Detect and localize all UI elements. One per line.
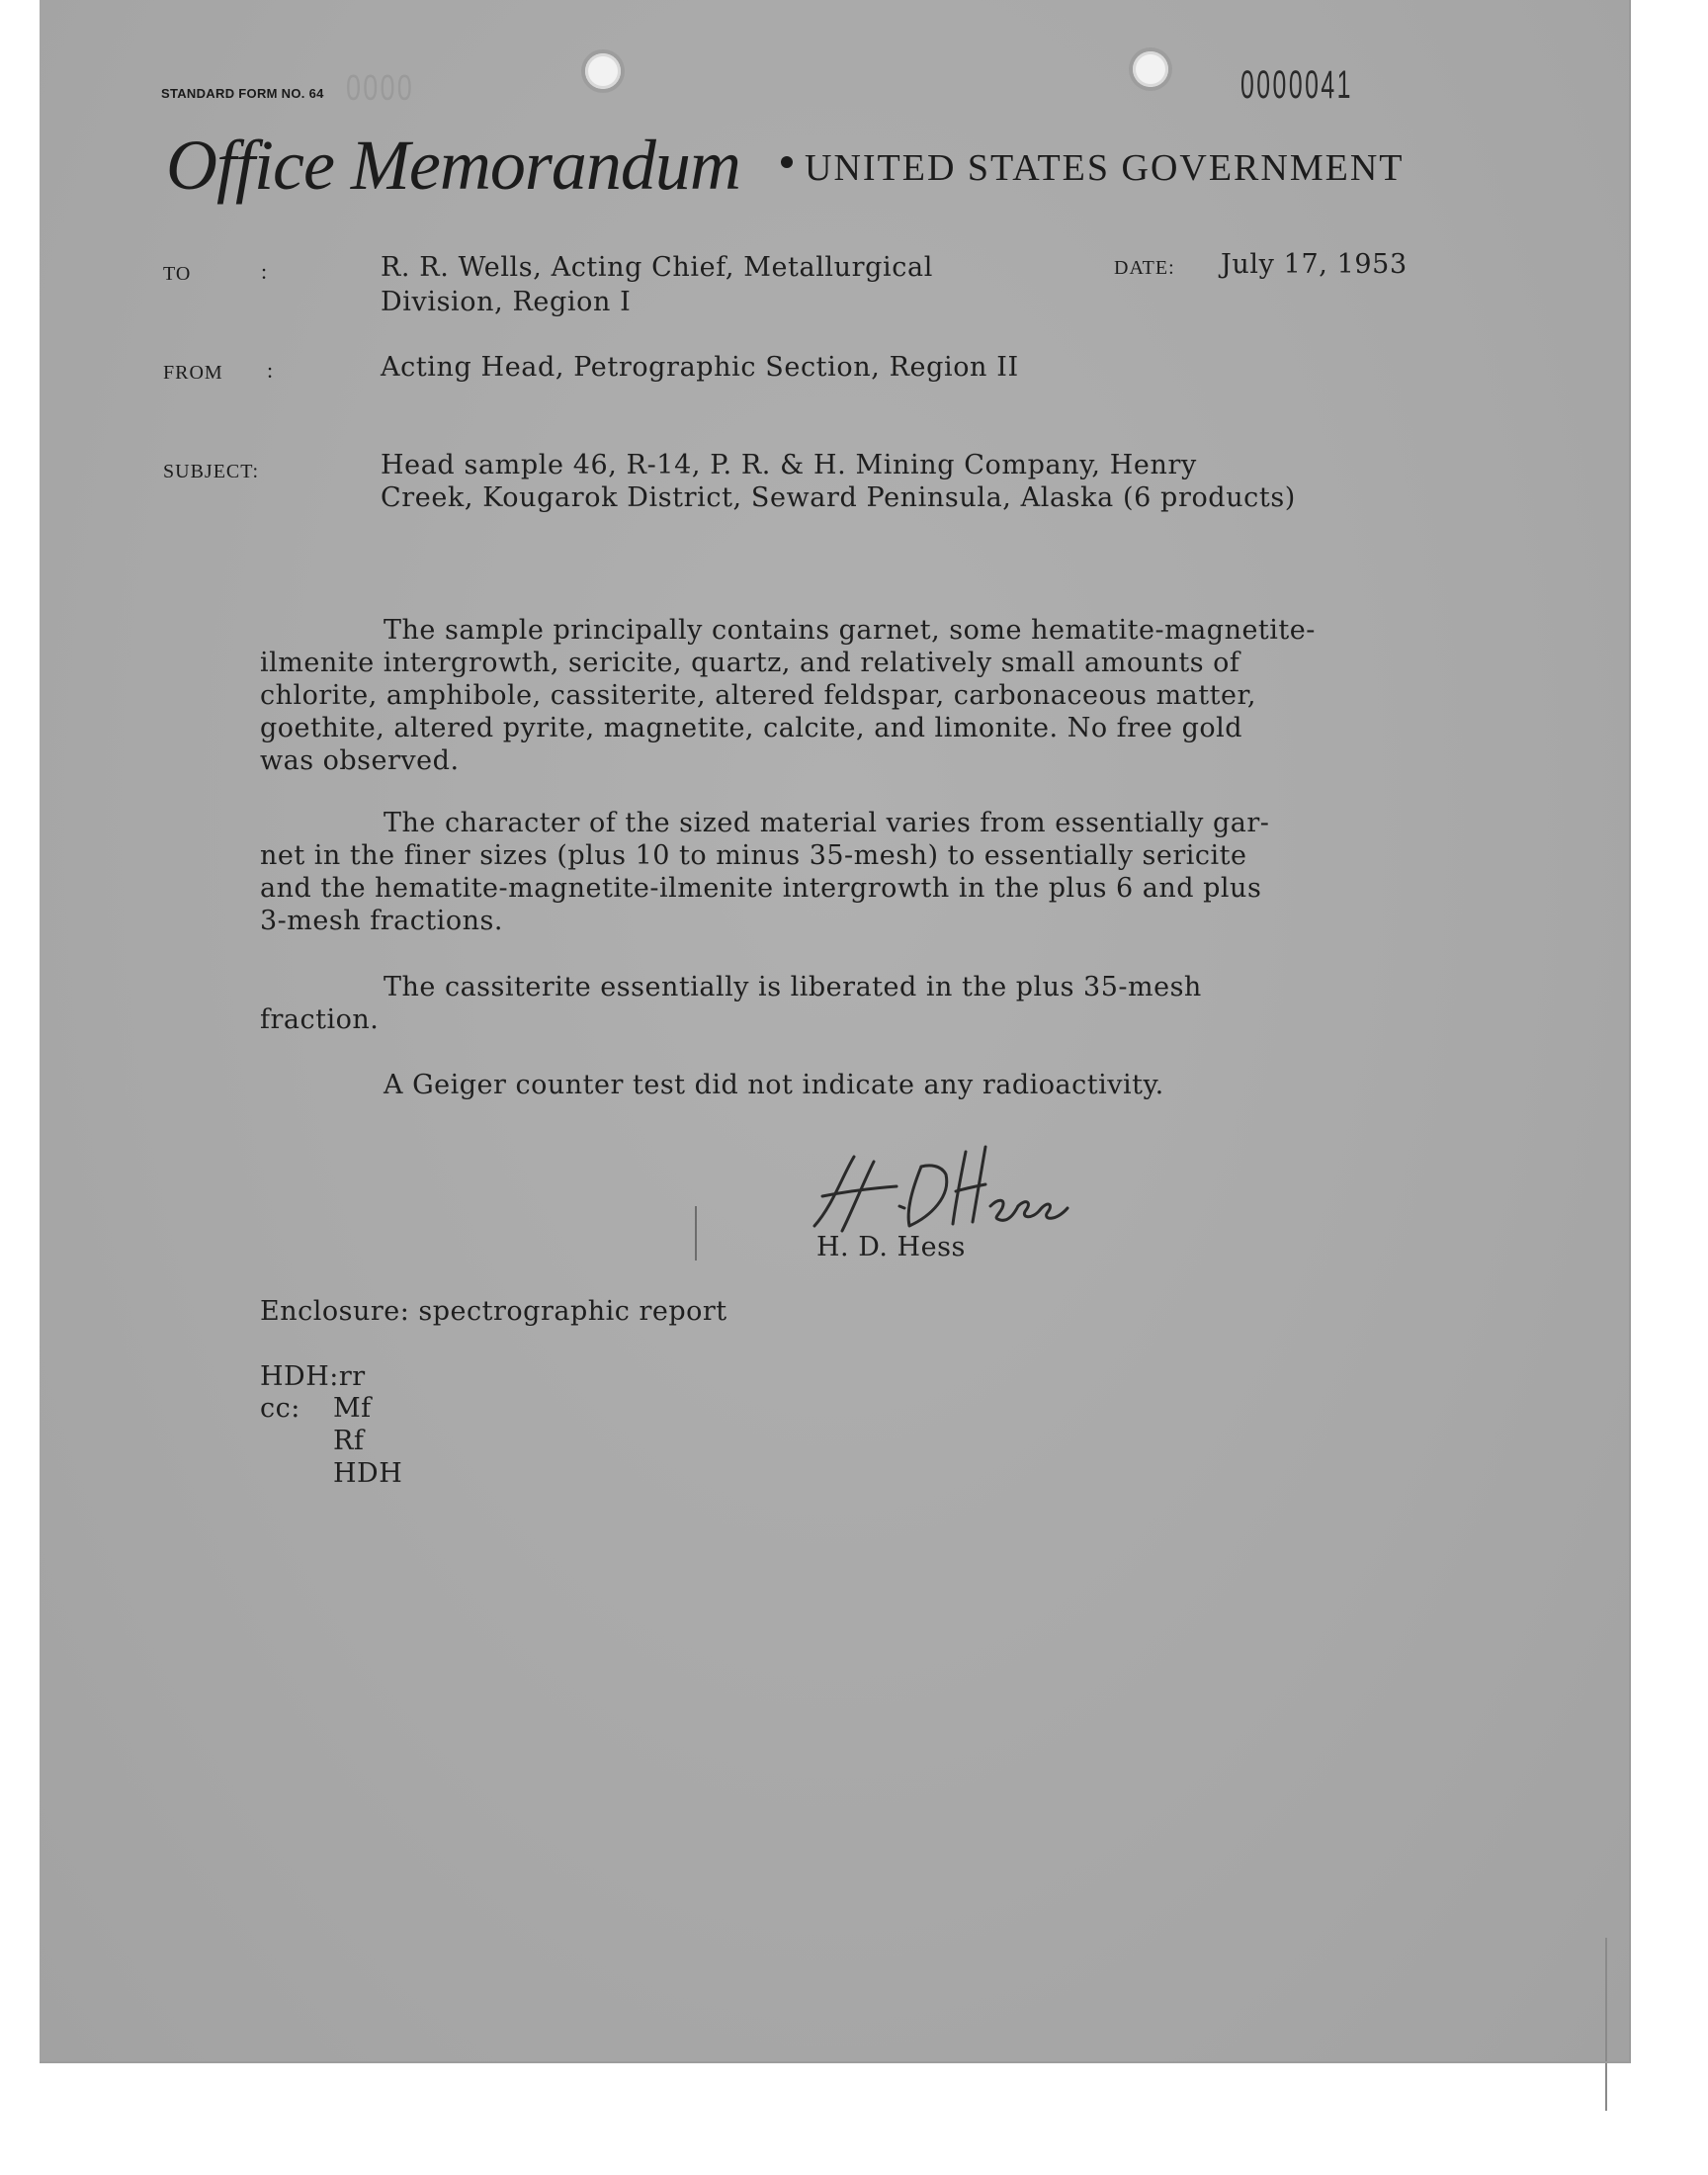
sheet-bottom-edge — [40, 2061, 1631, 2063]
margin-pencil-mark — [695, 1206, 697, 1261]
body-paragraph-2-line: net in the finer sizes (plus 10 to minus 35-mesh) to essentially sericite — [260, 840, 1247, 871]
body-paragraph-3-line: The cassiterite essentially is liberated in the plus 35-mesh — [384, 972, 1202, 1002]
from-value: Acting Head, Petrographic Section, Region II — [381, 352, 1019, 383]
faint-stamp-number: 0000 — [346, 67, 415, 108]
punch-hole-icon — [585, 53, 621, 89]
body-paragraph-3-line: fraction. — [260, 1004, 380, 1035]
cc-recipient: Rf — [333, 1426, 365, 1456]
from-label: FROM — [163, 362, 223, 384]
body-paragraph-1-line: The sample principally contains garnet, some hematite-magnetite- — [384, 615, 1316, 646]
cc-recipient: Mf — [333, 1393, 372, 1424]
body-paragraph-2-line: The character of the sized material varies from essentially gar- — [384, 808, 1270, 838]
typist-initials: HDH:rr — [260, 1361, 366, 1392]
document-number: 0000041 — [1240, 63, 1353, 107]
body-paragraph-2-line: and the hematite-magnetite-ilmenite intergrowth in the plus 6 and plus — [260, 873, 1262, 904]
subject-line-1: Head sample 46, R-14, P. R. & H. Mining Company, Henry — [381, 450, 1197, 480]
from-colon: : — [267, 358, 274, 383]
punch-hole-icon — [1133, 51, 1168, 87]
to-line-1: R. R. Wells, Acting Chief, Metallurgical — [381, 252, 933, 283]
body-paragraph-4: A Geiger counter test did not indicate any radioactivity. — [384, 1070, 1164, 1100]
scan-edge-line — [1605, 1938, 1607, 2111]
cc-label: cc: — [260, 1393, 300, 1424]
standard-form-number: STANDARD FORM NO. 64 — [161, 86, 324, 101]
subject-label: SUBJECT: — [163, 461, 260, 482]
body-paragraph-1-line: was observed. — [260, 745, 460, 776]
office-memorandum-title: Office Memorandum — [166, 126, 740, 205]
body-paragraph-2-line: 3-mesh fractions. — [260, 906, 503, 936]
to-label: TO — [163, 263, 192, 285]
signer-typed-name: H. D. Hess — [816, 1232, 966, 1262]
date-label: DATE: — [1114, 257, 1175, 279]
date-value: July 17, 1953 — [1221, 249, 1408, 280]
handwritten-signature — [803, 1137, 1089, 1246]
body-paragraph-1-line: goethite, altered pyrite, magnetite, calcite, and limonite. No free gold — [260, 713, 1243, 743]
title-bullet-icon — [781, 156, 793, 168]
cc-recipient: HDH — [333, 1458, 403, 1489]
to-colon: : — [261, 259, 268, 284]
subject-line-2: Creek, Kougarok District, Seward Peninsula, Alaska (6 products) — [381, 482, 1296, 513]
body-paragraph-1-line: chlorite, amphibole, cassiterite, altered feldspar, carbonaceous matter, — [260, 680, 1256, 711]
government-title: UNITED STATES GOVERNMENT — [805, 147, 1405, 189]
to-line-2: Division, Region I — [381, 287, 632, 317]
enclosure-note: Enclosure: spectrographic report — [260, 1296, 727, 1327]
body-paragraph-1-line: ilmenite intergrowth, sericite, quartz, and relatively small amounts of — [260, 648, 1240, 678]
